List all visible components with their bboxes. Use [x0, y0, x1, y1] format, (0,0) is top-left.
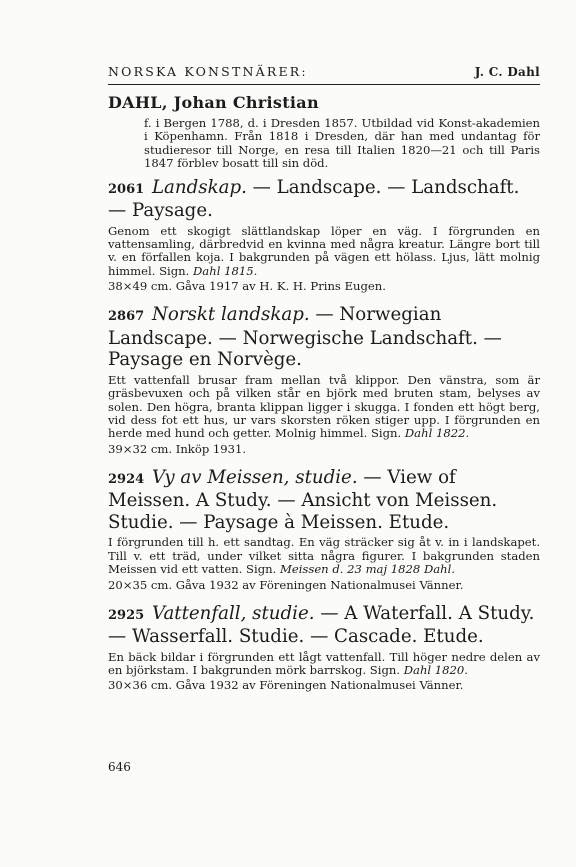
catalogue-entry [108, 603, 540, 694]
entry-number: 2925 [108, 607, 145, 623]
entry-description-text: En bäck bildar i förgrunden ett lågt vattenfall. Till höger nedre delen av en björkstam. I bakgrunden mörk barrskog. Sign. [108, 649, 540, 677]
entry-title [108, 467, 540, 534]
entry-description [108, 536, 540, 576]
entry-signature: Dahl 1820. [403, 662, 468, 677]
running-head-artist: J. C. Dahl [474, 65, 540, 79]
running-head [108, 64, 540, 80]
entry-title [108, 304, 540, 371]
entry-title [108, 177, 540, 222]
entry-title-swedish: Vy av Meissen, studie. [151, 466, 358, 488]
entry-title-swedish: Norskt landskap. [151, 304, 310, 326]
catalogue-entry [108, 467, 540, 593]
page-number: 646 [108, 760, 131, 774]
artist-bio: f. i Bergen 1788, d. i Dresden 1857. Utbildad vid Konst-akademien i Köpenhamn. Från 1818 i Dresden, där han med undantag för studieresor till Norge, en resa till Italien 1820—21 och till Paris 1847 förblev bosatt till sin död. [144, 116, 540, 171]
entry-meta: 38×49 cm. Gåva 1917 av H. K. H. Prins Eugen. [108, 279, 386, 294]
entry-signature: Dahl 1822. [404, 426, 470, 441]
entry-description [108, 374, 540, 441]
entry-title-translations: — Landscape. — Landschaft. — Paysage. [108, 176, 520, 222]
entry-meta: 30×36 cm. Gåva 1932 av Föreningen Nationalmusei Vänner. [108, 678, 464, 693]
entry-meta: 39×32 cm. Inköp 1931. [108, 441, 247, 456]
artist-name: DAHL, Johan Christian [108, 93, 319, 112]
entry-description-text: I förgrunden till h. ett sandtag. En väg sträcker sig åt v. in i landskapet. Till v. ett träd, under vilket sitta några figurer. I bakgrunden staden Meissen vid ett vatten. Sign. [108, 535, 540, 577]
entry-title [108, 603, 540, 648]
entry-title-translations: — A Waterfall. A Study. — Wasserfall. Studie. — Cascade. Etude. [108, 602, 535, 647]
header-rule [108, 84, 540, 85]
entry-meta: 20×35 cm. Gåva 1932 av Föreningen Nationalmusei Vänner. [108, 577, 464, 592]
entry-signature: Dahl 1815. [193, 263, 258, 278]
entry-description-text: Genom ett skogigt slättlandskap löper en väg. I förgrunden en vattensamling, därbredvid en kvinna med några kreatur. Längre bort till v. en förfallen koja. I bakgrunden på vägen ett hölass. Ljus, lätt molnig himmel. Sign. [108, 223, 540, 278]
entry-description-text: Ett vattenfall brusar fram mellan två klippor. Den vänstra, som är gräsbevuxen och på vilken står en björk med bruten stam, belyses av solen. Den högra, branta klippan ligger i skugga. I fonden ett högt berg, vid dess fot ett hus, ur vars skorsten röken stiger upp. I förgrunden en herde med hund och getter. Molnig himmel. Sign. [108, 372, 540, 441]
entry-number: 2867 [108, 309, 145, 325]
entry-title-translations: — Norwegian Landscape. — Norwegische Landschaft. — Paysage en Norvège. [108, 304, 502, 371]
catalogue-entry [108, 304, 540, 457]
entry-description [108, 225, 540, 279]
catalogue-page [108, 64, 540, 693]
entry-description [108, 651, 540, 678]
entry-title-swedish: Vattenfall, studie. [151, 602, 315, 624]
running-head-section: NORSKA KONSTNÄRER: [108, 64, 308, 79]
entry-number: 2924 [108, 471, 145, 487]
entry-number: 2061 [108, 181, 145, 197]
catalogue-entry [108, 177, 540, 295]
entry-signature: Meissen d. 23 maj 1828 Dahl. [279, 562, 456, 577]
entry-title-swedish: Landskap. [151, 176, 247, 198]
entry-title-translations: — View of Meissen. A Study. — Ansicht von Meissen. Studie. — Paysage à Meissen. Etude. [108, 466, 498, 533]
